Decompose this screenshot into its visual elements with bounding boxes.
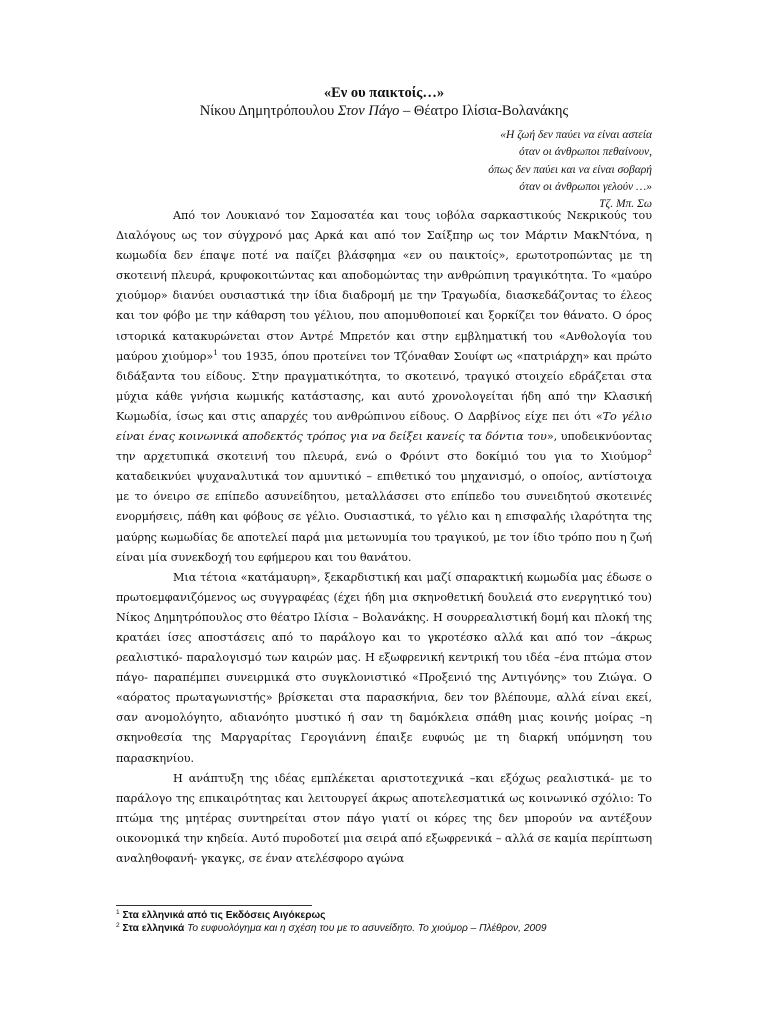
paragraph-text: », υποδεικνύοντας την αρχετυπικά σκοτεινή του πλευρά, ενώ ο Φρόιντ στο δοκίμιό του για το Χιούμορ xyxy=(116,430,652,464)
epigraph xyxy=(292,127,652,213)
article-title: «Εν ου παικτοίς…» xyxy=(323,85,445,101)
epigraph-line: όταν οι άνθρωποι γελούν …» xyxy=(519,180,652,193)
paragraph-1 xyxy=(116,206,652,568)
epigraph-line: «Η ζωή δεν παύει να είναι αστεία xyxy=(500,129,652,141)
article-subtitle xyxy=(0,102,768,120)
footnote-italic-text: Το ευφυολόγημα και η σχέση του με το ασυνείδητο. Το χιούμορ – Πλέθρον, 2009 xyxy=(184,923,547,934)
paragraph-text: καταδεικνύει ψυχαναλυτικά τον αμυντικό – επιθετικό του μηχανισμό, ο οποίος, αντίστοιχα με το όνειρο σε επίπεδο ασυνείδητου, μεταλλάσσει στο επίπεδο του συνειδητού σκοτεινές ενορμήσεις, πάθη και φόβους σε γέλιο. Ουσιαστικά, το γέλιο και η επισφαλής ιλαρότητα της μαύρης κωμωδίας δε αποτελεί παρά μια μετωνυμία του τραγικού, με τον ίδιο τρόπο που η ζωή είναι μία συνεκδοχή του εφήμερου και του θανάτου. xyxy=(116,470,652,564)
footnote-mark: 2 xyxy=(116,922,120,929)
paragraph-2: Μια τέτοια «κατάμαυρη», ξεκαρδιστική και μαζί σπαρακτική κωμωδία μας έδωσε ο πρωτοεμφανιζόμενος ως συγγραφέας (έχει ήδη μια σκηνοθετική δουλειά στο ενεργητικό του) Νίκος Δημητρόπουλος στο θέατρο Ιλίσια – Βολανάκης. Η σουρρεαλιστική δομή και πλοκή της κρατάει ίσες αποστάσεις από το παράλογο και το γκροτέσκο αλλά και από τον –άκρως ρεαλιστικό- παραλογισμό των καιρών μας. Η εξωφρενική κεντρική του ιδέα –ένα πτώμα στον πάγο- παραπέμπει συνειρμικά στο συγκλονιστικό «Προξενιό της Αντιγόνης» του Ζιώγα. Ο «αόρατος πρωταγωνιστής» βρίσκεται στα παρασκήνια, δεν τον βλέπουμε, αλλά είναι εκεί, σαν ανομολόγητο, αδιανόητο μυστικό ή σαν τη δαμόκλεια σπάθη μιας κοινής μοίρας –η σκηνοθεσία της Μαργαρίτας Γερογιάννη έπαιξε ευφυώς με τη διαρκή υπόμνηση του παρασκηνίου. xyxy=(116,570,652,765)
footnote-ref-2: 2 xyxy=(647,448,652,458)
subtitle-theatre: – Θέατρο Ιλίσια-Βολανάκης xyxy=(399,103,569,119)
paragraph-text: Από τον Λουκιανό τον Σαμοσατέα και τους ιοβόλα σαρκαστικούς Νεκρικούς του Διαλόγους ως τον σύγχρονό μας Αρκά και από τον Σαίξπηρ ως τον Μάρτιν ΜακΝτόνα, η κωμωδία δεν έπαψε ποτέ να παίζει βλάσφημα «εν ου παικτοίς», ερωτοτροπώντας με τη σκοτεινή πλευρά, κρυφοκοιτώντας και αποδομώντας την ανθρώπινη τραγικότητα. Το «μαύρο χιούμορ» διανύει ουσιαστικά την ίδια διαδρομή με την Τραγωδία, διασκεδάζοντας το έλεος και τον φόβο με την κάθαρση του γέλιου, που απομυθοποιεί και ξορκίζει τον θάνατο. Ο όρος ιστορικά κατακυρώνεται στον Αντρέ Μπρετόν και στην εμβληματική του «Ανθολογία του μαύρου χιούμορ» xyxy=(116,209,652,363)
footnote-ref-1: 1 xyxy=(213,347,218,357)
subtitle-author: Νίκου Δημητρόπουλου xyxy=(199,103,338,119)
paragraph-text: του 1935, όπου προτείνει τον Τζόναθαν Σουίφτ ως «πατριάρχη» και πρώτο διδάξαντα του είδους. Στην πραγματικότητα, το σκοτεινό, τραγικό στοιχείο εδράζεται στα μύχια κάθε γνήσια κωμικής κατάστασης, και αυτό χρονολογείται ήδη από την Κλασική Κωμωδία, ίσως και στις απαρχές του ανθρώπινου είδους. Ο Δαρβίνος είχε πει ότι « xyxy=(116,349,652,423)
footnote-2 xyxy=(116,922,676,935)
epigraph-author: Τζ. Μπ. Σω xyxy=(599,198,652,211)
footnote-1 xyxy=(116,909,676,922)
epigraph-line: όταν οι άνθρωποι πεθαίνουν, xyxy=(519,146,652,159)
paragraph-3: Η ανάπτυξη της ιδέας εμπλέκεται αριστοτεχνικά –και εξόχως ρεαλιστικά- με το παράλογο της επικαιρότητας και λειτουργεί άκρως αποτελεσματικά ως κοινωνικό σχόλιο: Το πτώμα της μητέρας συντηρείται στον πάγο γιατί οι κόρες της δεν μπορούν να αντέξουν οικονομικά την κηδεία. Αυτό πυροδοτεί μια σειρά από εξωφρενικά – αλλά σε καμία περίπτωση αναληθοφανή- γκαγκς, σε έναν ατελέσφορο αγώνα xyxy=(116,771,652,865)
article-header xyxy=(0,84,768,120)
footnote-bold-text: Στα ελληνικά από τις Εκδόσεις Αιγόκερως xyxy=(119,910,326,921)
article-body xyxy=(116,206,652,869)
footnote-separator xyxy=(116,905,312,906)
footnote-mark: 1 xyxy=(116,909,120,916)
darwin-quote: Το γέλιο είναι ένας κοινωνικά αποδεκτός τρόπος για να δείξει κανείς τα δόντια του xyxy=(116,409,652,444)
subtitle-play: Στον Πάγο xyxy=(337,103,400,119)
footnote-bold-text: Στα ελληνικά xyxy=(119,923,185,934)
epigraph-line: όπως δεν παύει και να είναι σοβαρή xyxy=(488,163,652,176)
